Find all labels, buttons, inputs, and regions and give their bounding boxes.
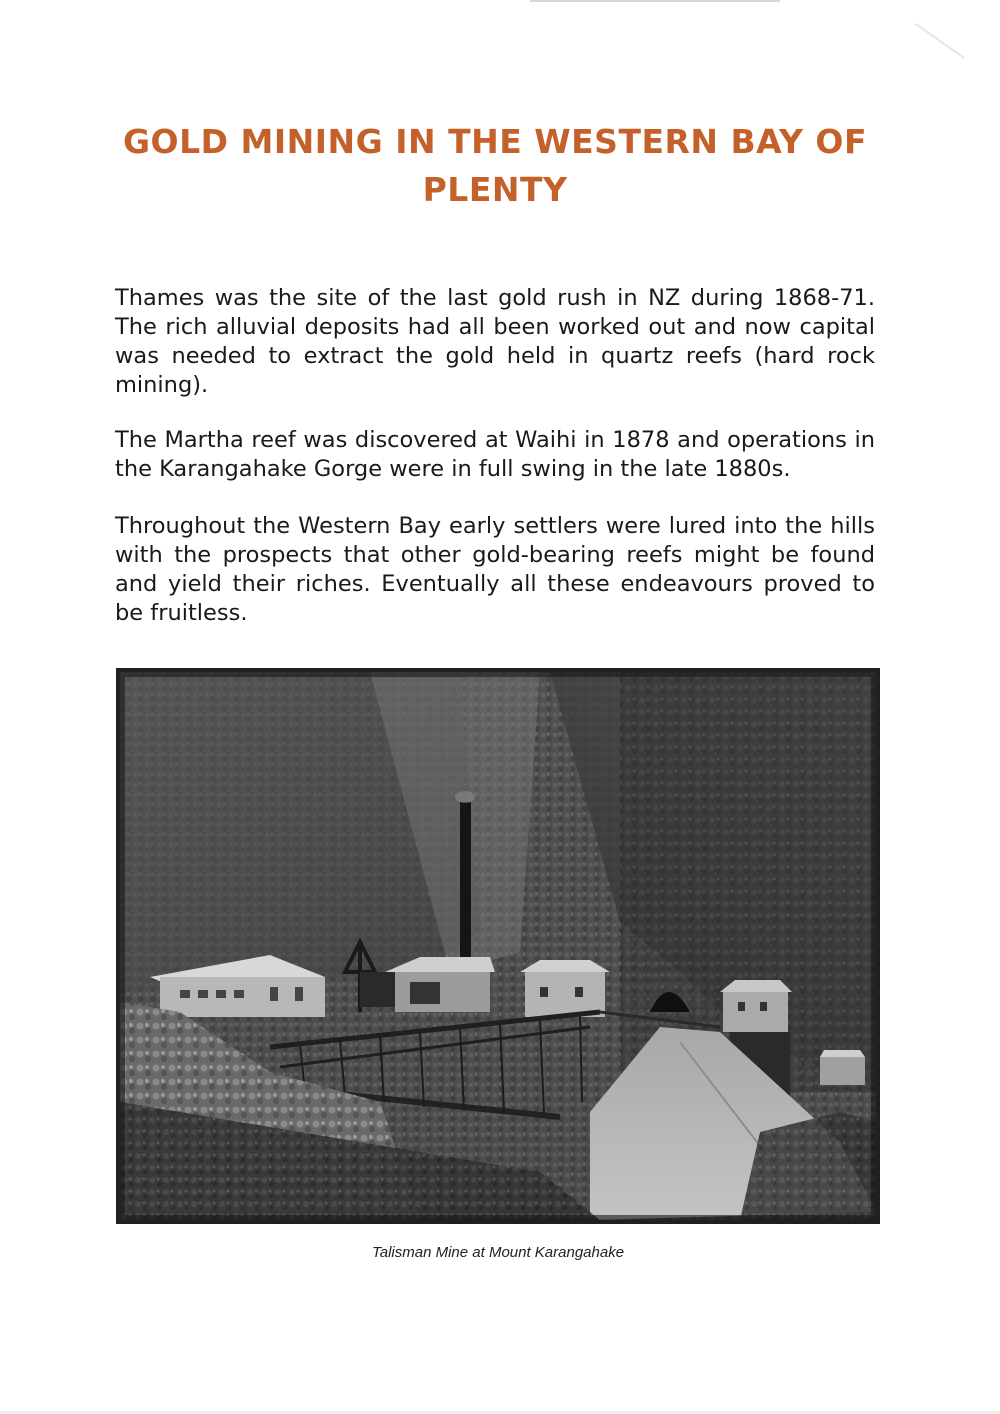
paragraph-thames: Thames was the site of the last gold rush in NZ during 1868-71. The rich alluvial deposits had all been worked out and now capital was needed to extract the gold held in quartz reefs (hard rock mining). (115, 285, 875, 398)
mine-photograph (120, 672, 876, 1220)
paragraph-western-bay: Throughout the Western Bay early settlers were lured into the hills with the prospects that other gold-bearing reefs might be found and yield their riches. Eventually all these endeavours proved to be fruitless. (115, 513, 875, 626)
scan-artifact-top (530, 0, 780, 2)
mine-photo-frame (116, 668, 880, 1224)
page-title: GOLD MINING IN THE WESTERN BAY OF PLENTY (122, 122, 868, 209)
paragraph-martha-reef: The Martha reef was discovered at Waihi in 1878 and operations in the Karangahake Gorge were in full swing in the late 1880s. (115, 427, 875, 482)
photo-caption: Talisman Mine at Mount Karangahake (371, 1244, 625, 1261)
scan-artifact-corner (915, 23, 965, 59)
